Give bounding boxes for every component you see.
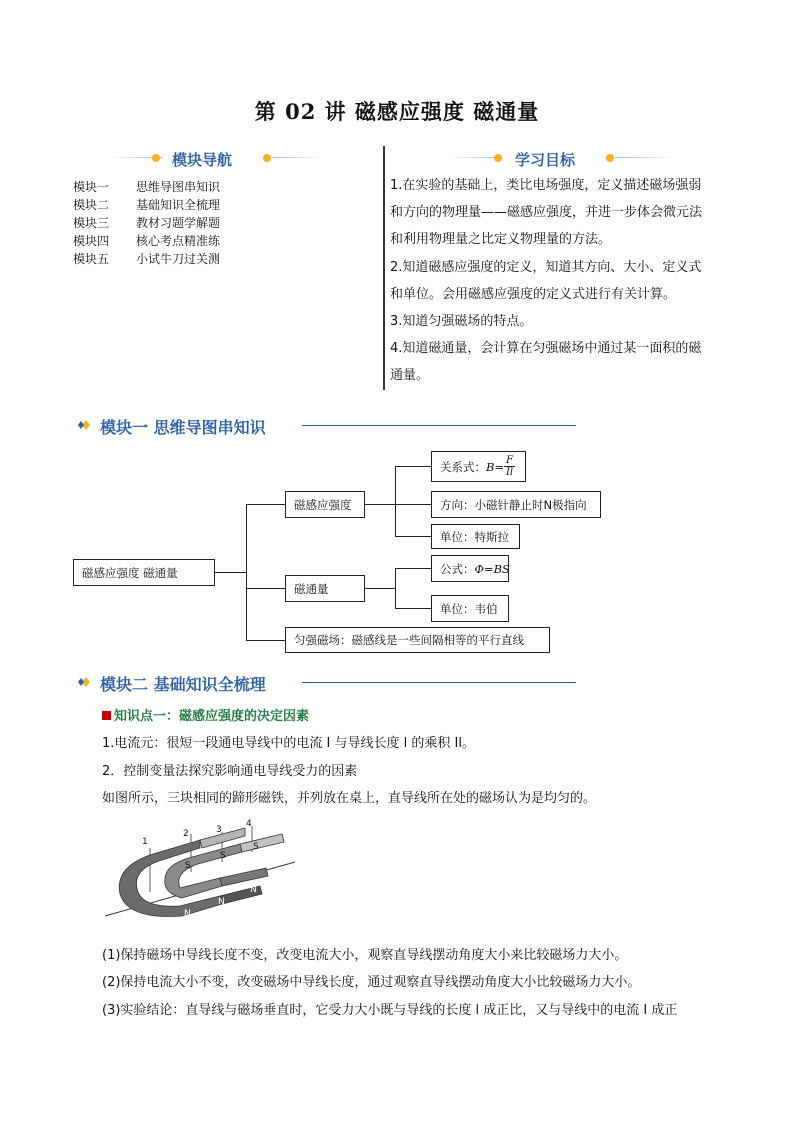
goals-header-dot-right	[606, 154, 614, 162]
fig-label: 4	[246, 819, 252, 829]
goal-line: 和单位。会用磁感应强度的定义式进行有关计算。	[390, 286, 677, 302]
section-diamond-icon	[77, 674, 95, 690]
module1-rule	[302, 425, 576, 426]
connector	[246, 504, 285, 505]
goal-line: 2.知道磁感应强度的定义，知道其方向、大小、定义式	[390, 259, 702, 275]
nav-header-dot-right	[263, 154, 271, 162]
page-title: 第 02 讲 磁感应强度 磁通量	[254, 99, 540, 124]
connector	[395, 466, 396, 536]
module2-rule	[302, 682, 576, 683]
connector	[246, 588, 285, 589]
nav-item[interactable]: 模块三 教材习题学解题	[73, 216, 221, 230]
paragraph: (1)保持磁场中导线长度不变，改变电流大小，观察直导线摆动角度大小来比较磁场力大小。	[102, 948, 628, 963]
mindmap-node-b: 磁感应强度	[285, 491, 365, 518]
module2-title: 模块二 基础知识全梳理	[100, 675, 266, 694]
pole-label: S	[185, 861, 191, 871]
module1-title: 模块一 思维导图串知识	[100, 418, 266, 437]
pole-label: N	[218, 897, 225, 907]
nav-item[interactable]: 模块二 基础知识全梳理	[73, 198, 221, 212]
fig-label: 1	[142, 837, 148, 847]
connector	[395, 466, 431, 467]
connector	[246, 640, 285, 641]
connector	[395, 536, 431, 537]
mindmap-phi-unit: 单位：韦伯	[431, 595, 509, 622]
nav-header: 模块导航	[172, 151, 233, 169]
mindmap-b-formula: 关系式： B= $\frac{F}{Il}$	[431, 451, 526, 482]
paragraph: (2)保持电流大小不变，改变磁场中导线长度，通过观察直导线摆动角度大小比较磁场力大小。	[102, 975, 641, 990]
connector	[246, 504, 247, 640]
goal-line: 3.知道匀强磁场的特点。	[390, 314, 533, 330]
goals-header: 学习目标	[515, 151, 576, 169]
nav-item[interactable]: 模块四 核心考点精准练	[73, 234, 221, 248]
nav-header-dot-left	[152, 154, 160, 162]
mindmap-uniform-field: 匀强磁场：磁感线是一些间隔相等的平行直线	[285, 627, 550, 653]
goal-line: 通量。	[390, 368, 430, 384]
connector	[395, 568, 396, 608]
fig-label: 3	[216, 825, 222, 835]
connector	[395, 504, 431, 505]
goal-line: 4.知道磁通量，会计算在匀强磁场中通过某一面积的磁	[390, 341, 702, 357]
pole-label: S	[253, 842, 259, 852]
knowledge-point-title: 知识点一：磁感应强度的决定因素	[102, 705, 309, 724]
column-divider	[383, 146, 385, 390]
connector	[365, 504, 395, 505]
red-square-icon	[102, 711, 111, 720]
mindmap-b-direction: 方向：小磁针静止时N极指向	[431, 491, 601, 518]
mindmap-b-unit: 单位：特斯拉	[431, 524, 520, 549]
connector	[395, 568, 431, 569]
goals-header-dot-left	[494, 154, 502, 162]
mindmap-phi-formula: 公式： Φ=BS	[431, 555, 509, 582]
paragraph: 2．控制变量法探究影响通电导线受力的因素	[102, 764, 358, 779]
goal-line: 和方向的物理量——磁感应强度，并进一步体会微元法	[390, 205, 703, 221]
pole-label: N	[250, 885, 257, 895]
learning-goals	[390, 172, 726, 390]
pole-label: S	[220, 851, 226, 861]
connector	[395, 608, 431, 609]
connector	[365, 588, 395, 589]
pole-label: N	[184, 909, 191, 919]
mindmap-root: 磁感应强度 磁通量	[73, 559, 215, 586]
module-nav-list	[73, 178, 220, 268]
paragraph: 1.电流元：很短一段通电导线中的电流 I 与导线长度 l 的乘积 Il。	[102, 736, 475, 751]
goal-line: 1.在实验的基础上，类比电场强度，定义描述磁场强弱	[390, 178, 702, 193]
connector	[215, 572, 246, 573]
section-diamond-icon	[77, 417, 95, 433]
paragraph: (3)实验结论：直导线与磁场垂直时，它受力大小既与导线的长度 l 成正比，又与导线中的电流 I 成正	[102, 1003, 678, 1018]
paragraph: 如图所示，三块相同的蹄形磁铁，并列放在桌上，直导线所在处的磁场认为是均匀的。	[102, 791, 597, 806]
nav-item[interactable]: 模块一 思维导图串知识	[73, 180, 221, 194]
fig-label: 2	[183, 829, 189, 839]
horseshoe-magnets-figure	[100, 812, 300, 937]
mindmap-node-phi: 磁通量	[285, 575, 365, 602]
nav-item[interactable]: 模块五 小试牛刀过关测	[73, 252, 221, 266]
goals-header-line-right	[615, 157, 675, 158]
nav-header-line-right	[272, 157, 324, 158]
goal-line: 和利用物理量之比定义物理量的方法。	[390, 232, 612, 248]
